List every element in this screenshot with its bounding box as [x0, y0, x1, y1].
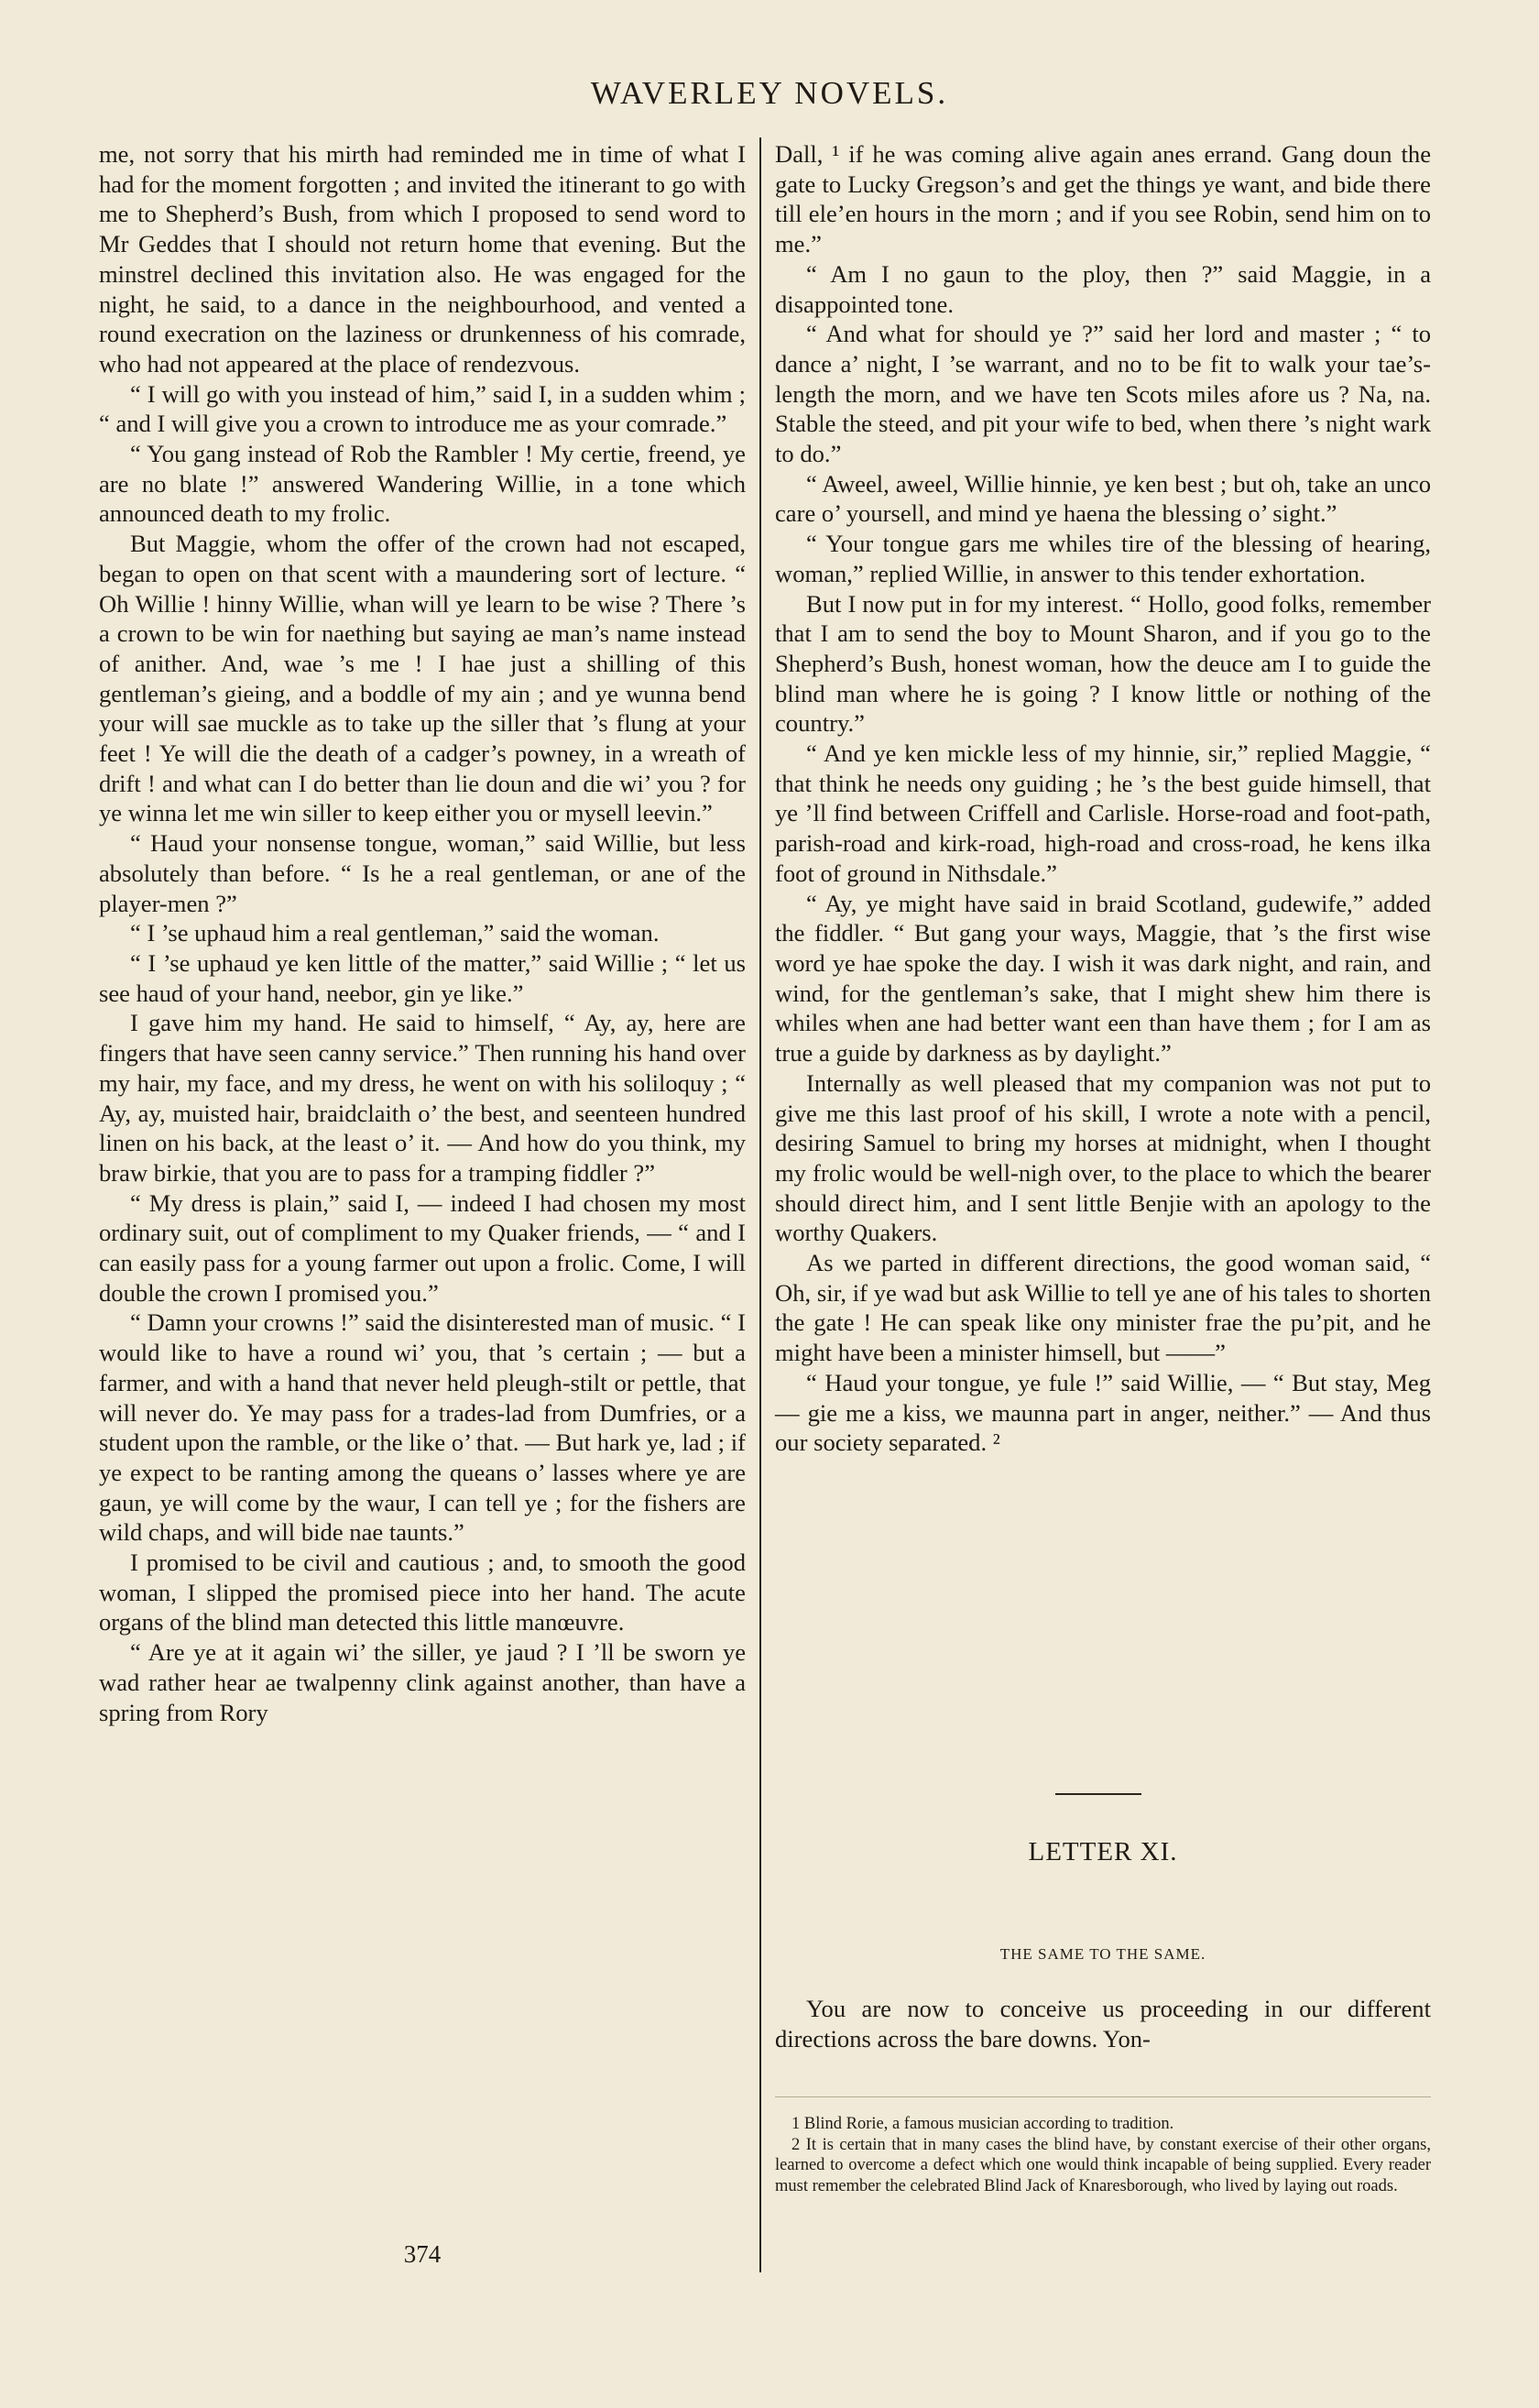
paragraph: “ You gang instead of Rob the Rambler ! My certie, freend, ye are no blate !” answered Wandering Willie, in a tone which announced death to my frolic. [99, 440, 746, 528]
paragraph: Dall, ¹ if he was coming alive again anes errand. Gang doun the gate to Lucky Gregson’s and get the things ye want, and bide there till ele’en hours in the morn ; and if you see Robin, send him on to me.” [775, 140, 1431, 258]
paragraph: “ And what for should ye ?” said her lord and master ; “ to dance a’ night, I ’se warrant, and no to be fit to walk your tae’s-length the morn, and we have ten Scots miles afore us ? Na, na. Stable the steed, and pit your wife to bed, when there ’s night wark to do.” [775, 320, 1431, 468]
paragraph: “ Am I no gaun to the ploy, then ?” said Maggie, in a disappointed tone. [775, 259, 1431, 318]
paragraph: “ Haud your nonsense tongue, woman,” said Willie, but less absolutely than before. “ Is he a real gentleman, or ane of the player-men ?” [99, 829, 746, 917]
paragraph: “ And ye ken mickle less of my hinnie, sir,” replied Maggie, “ that think he needs ony guiding ; he ’s the best guide himsell, that ye ’ll find between Criffell and Carlisle. Horse-road and foot-path, parish-road and kirk-road, high-road and cross-road, he kens ilka foot of ground in Nithsdale.” [775, 739, 1431, 887]
paragraph: Internally as well pleased that my companion was not put to give me this last proof of his skill, I wrote a note with a pencil, desiring Samuel to bring my horses at midnight, when I thought my frolic would be well-nigh over, to the place to which the bearer should direct him, and I sent little Benjie with an apology to the worthy Quakers. [775, 1068, 1431, 1247]
paragraph: “ I ’se uphaud him a real gentleman,” said the woman. [130, 919, 660, 947]
paragraph: “ I ’se uphaud ye ken little of the matter,” said Willie ; “ let us see haud of your hand, neebor, gin ye like.” [99, 948, 746, 1007]
footnote-rule [775, 2096, 1431, 2097]
letter-subtitle: THE SAME TO THE SAME. [999, 1945, 1206, 1963]
page-number: 374 [403, 2240, 442, 2268]
paragraph: But I now put in for my interest. “ Hollo, good folks, remember that I am to send the boy to Mount Sharon, and if you go to the Shepherd’s Bush, honest woman, how the deuce am I to guide the blind man where he is going ? I know little or nothing of the country.” [775, 589, 1431, 738]
paragraph: “ Haud your tongue, ye fule !” said Willie, — “ But stay, Meg — gie me a kiss, we maunna part in anger, neither.” — And thus our society separated. ² [775, 1368, 1431, 1457]
running-header: WAVERLEY NOVELS. [590, 75, 949, 111]
paragraph: I promised to be civil and cautious ; and, to smooth the good woman, I slipped the promised piece into her hand. The acute organs of the blind man detected this little manœuvre. [99, 1549, 746, 1636]
paragraph: I gave him my hand. He said to himself, “ Ay, ay, here are fingers that have seen canny service.” Then running his hand over my hair, my face, and my dress, he went on with his soliloquy ; “ Ay, ay, muisted hair, braidclaith o’ the best, and seenteen hundred linen on his back, at the least o’ it. — And how do you think, my braw birkie, that you are to pass for a tramping fiddler ?” [99, 1009, 746, 1187]
left-column [99, 139, 746, 1727]
paragraph: “ Ay, ye might have said in braid Scotland, gudewife,” added the fiddler. “ But gang your ways, Maggie, that ’s the first wise word ye hae spoke the day. I wish it was dark night, and rain, and wind, for the gentleman’s sake, that I might shew him there is whiles when ane had better want een than have them ; for I am as true a guide by darkness as by daylight.” [775, 889, 1431, 1067]
right-column [775, 139, 1431, 1458]
paragraph: “ Your tongue gars me whiles tire of the blessing of hearing, woman,” replied Willie, in answer to this tender exhortation. [775, 530, 1431, 587]
paragraph: “ Are ye at it again wi’ the siller, ye jaud ? I ’ll be sworn ye wad rather hear ae twalpenny clink against another, than have a spring from Rory [99, 1638, 746, 1726]
footnotes [775, 2114, 1431, 2196]
paragraph: “ Aweel, aweel, Willie hinnie, ye ken best ; but oh, take an unco care o’ yoursell, and mind ye haena the blessing o’ sight.” [775, 469, 1431, 528]
letter-title: LETTER XI. [1028, 1837, 1178, 1866]
column-divider [759, 137, 761, 2272]
letter-opening: You are now to conceive us proceeding in our different directions across the bare downs. Yon- [775, 1995, 1431, 2052]
paragraph: “ I will go with you instead of him,” said I, in a sudden whim ; “ and I will give you a crown to introduce me as your comrade.” [99, 379, 746, 438]
paragraph: As we parted in different directions, the good woman said, “ Oh, sir, if ye wad but ask Willie to tell ye ane of his tales to shorten the gate ! He can speak like ony minister frae the pu’pit, and he might have been a minister himsell, but ——” [775, 1249, 1431, 1367]
paragraph: But Maggie, whom the offer of the crown had not escaped, began to open on that scent with a maundering sort of lecture. “ Oh Willie ! hinny Willie, whan will ye learn to be wise ? There ’s a crown to be win for naething but saying ae man’s name instead of anither. And, wae ’s me ! I hae just a shilling of this gentleman’s gieing, and a boddle of my ain ; and ye wunna bend your will sae muckle as to take up the siller that ’s flung at your feet ! Ye will die the death of a cadger’s powney, in a wreath of drift ! and what can I do better than lie doun and die wi’ you ? for ye winna let me win siller to keep either you or mysell leevin.” [99, 530, 746, 827]
footnote: 1 Blind Rorie, a famous musician according to tradition. [791, 2115, 1174, 2133]
paragraph: me, not sorry that his mirth had reminded me in time of what I had for the moment forgotten ; and invited the itinerant to go with me to Shepherd’s Bush, from which I proposed to send word to Mr Geddes that I should not return home that evening. But the minstrel declined this invitation also. He was engaged for the night, he said, to a dance in the neighbourhood, and vented a round execration on the laziness or drunkenness of his comrade, who had not appeared at the place of rendezvous. [99, 140, 746, 378]
paragraph: “ Damn your crowns !” said the disinterested man of music. “ I would like to have a round wi’ you, that ’s certain ; — but a farmer, and with a hand that never held pleugh-stilt or pettle, that will never do. Ye may pass for a trades-lad from Dumfries, or a student upon the ramble, or the like o’ that. — But hark ye, lad ; if ye expect to be ranting among the queans o’ lasses where ye are gaun, ye will come by the waur, I can tell ye ; for the fishers are wild chaps, and will bide nae taunts.” [99, 1308, 746, 1547]
footnote: 2 It is certain that in many cases the blind have, by constant exercise of their other organs, learned to overcome a defect which one would think incapable of being supplied. Every reader must remember the celebrated Blind Jack of Knaresborough, who lived by laying out roads. [775, 2135, 1431, 2195]
paragraph: “ My dress is plain,” said I, — indeed I had chosen my most ordinary suit, out of compliment to my Quaker friends, — “ and I can easily pass for a young farmer out upon a frolic. Come, I will double the crown I promised you.” [99, 1188, 746, 1307]
section-rule [1055, 1793, 1141, 1795]
